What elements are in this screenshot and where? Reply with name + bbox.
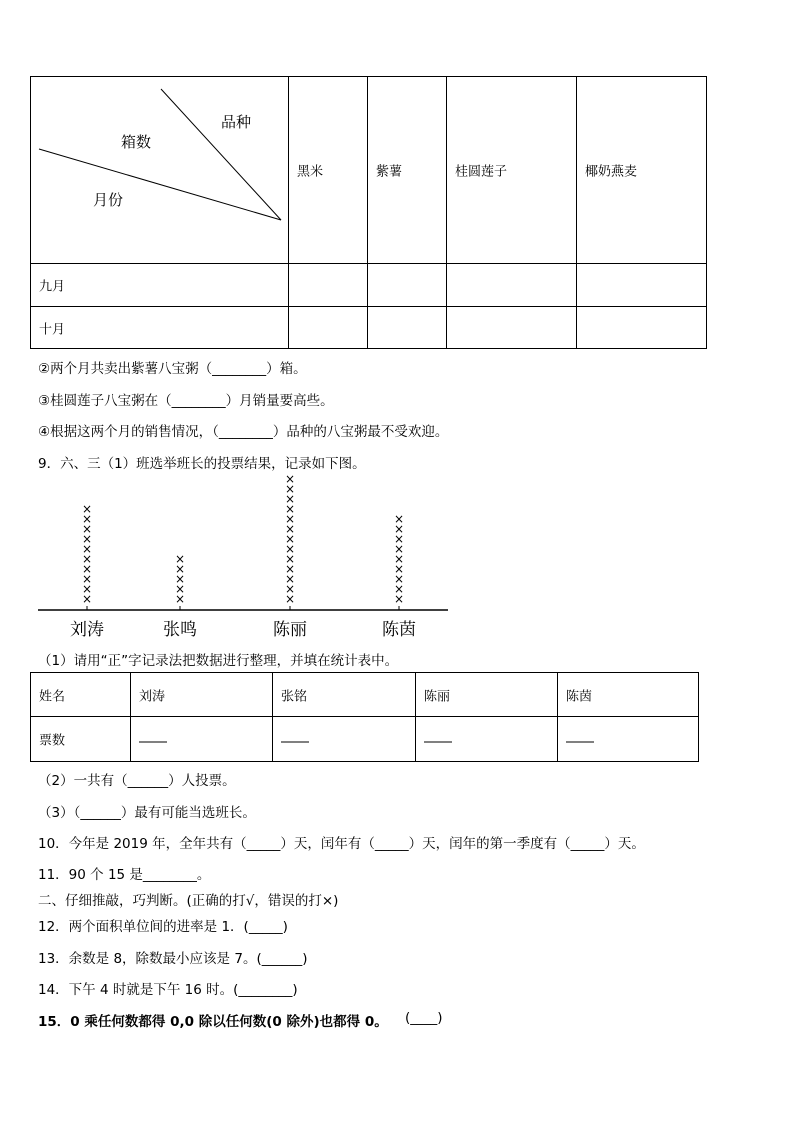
answer-cell: [415, 716, 558, 762]
question-10: 10．今年是 2019 年，全年共有（_____）天，闰年有（_____）天，闰年的第一季度有（_____）天。: [38, 836, 645, 852]
candidate-label: 陈茵: [382, 620, 416, 640]
question-9-title: 9．六、三（1）班选举班长的投票结果，记录如下图。: [38, 456, 366, 472]
candidate-label: 刘涛: [70, 620, 104, 640]
question-9-1: （1）请用“正”字记录法把数据进行整理，并填在统计表中。: [38, 653, 399, 669]
question-4: ④根据这两个月的销售情况，（________）品种的八宝粥最不受欢迎。: [38, 424, 449, 440]
vote-mark: ×: [284, 502, 296, 516]
vote-mark: ×: [284, 532, 296, 546]
vote-mark: ×: [174, 572, 186, 586]
table-cell: [446, 306, 577, 349]
vote-mark: ×: [393, 552, 405, 566]
vote-mark: ×: [81, 502, 93, 516]
vote-mark: ×: [393, 522, 405, 536]
vote-mark: ×: [174, 552, 186, 566]
answer-cell: [557, 716, 699, 762]
vote-mark: ×: [284, 562, 296, 576]
vote-mark: ×: [284, 492, 296, 506]
question-9-2: （2）一共有（______）人投票。: [38, 773, 236, 789]
vote-mark: ×: [81, 522, 93, 536]
col-header: 紫薯: [367, 76, 447, 264]
vote-mark: ×: [81, 542, 93, 556]
header-variety: 品种: [221, 113, 252, 131]
vote-mark: ×: [174, 562, 186, 576]
answer-cell: [130, 716, 273, 762]
vote-mark: ×: [393, 532, 405, 546]
question-15-blank: (____): [405, 1010, 443, 1026]
answer-cell: [272, 716, 416, 762]
vote-mark: ×: [174, 582, 186, 596]
vote-mark: [285, 475, 295, 476]
vote-mark: ×: [284, 475, 296, 486]
row-label: 九月: [30, 263, 289, 307]
table-cell: [367, 306, 447, 349]
vote-mark: ×: [284, 512, 296, 526]
header-cell: 刘涛: [130, 672, 273, 717]
vote-mark: ×: [393, 572, 405, 586]
question-12: 12．两个面积单位间的进率是 1．(_____): [38, 919, 288, 935]
sales-table: [30, 76, 707, 349]
vote-mark: ×: [393, 542, 405, 556]
table-cell: [288, 306, 368, 349]
vote-mark: ×: [81, 582, 93, 596]
vote-mark: ×: [284, 522, 296, 536]
candidate-label: 张鸣: [163, 620, 197, 640]
question-9-3: （3）（______）最有可能当选班长。: [38, 805, 256, 821]
table-cell: [576, 263, 707, 307]
vote-mark: ×: [393, 562, 405, 576]
vote-mark: ×: [81, 572, 93, 586]
question-11: 11．90 个 15 是________。: [38, 867, 211, 883]
diagonal-lines: [31, 77, 290, 265]
header-cell: 姓名: [30, 672, 131, 717]
col-header: 桂圆莲子: [446, 76, 577, 264]
vote-mark: ×: [284, 552, 296, 566]
vote-mark: ×: [81, 562, 93, 576]
candidate-label: 陈丽: [273, 620, 307, 640]
table-cell: [576, 306, 707, 349]
col-header: 椰奶燕麦: [576, 76, 707, 264]
vote-mark: ×: [393, 512, 405, 526]
question-15: 15．0 乘任何数都得 0,0 除以任何数(0 除外)也都得 0。: [38, 1014, 388, 1030]
col-header: 黑米: [288, 76, 368, 264]
vote-mark: ×: [174, 592, 186, 606]
header-cell: 张铭: [272, 672, 416, 717]
header-cell: 陈茵: [557, 672, 699, 717]
table-cell: [288, 263, 368, 307]
question-14: 14．下午 4 时就是下午 16 时。(________): [38, 982, 298, 998]
vote-mark: ×: [284, 482, 296, 496]
vote-mark: ×: [393, 582, 405, 596]
vote-mark: ×: [81, 592, 93, 606]
vote-mark: ×: [284, 582, 296, 596]
vote-pictograph: [30, 475, 460, 645]
vote-table: [30, 672, 699, 762]
diagonal-header-cell: [30, 76, 289, 264]
question-3: ③桂圆莲子八宝粥在（________）月销量要高些。: [38, 393, 334, 409]
vote-mark: ×: [81, 552, 93, 566]
vote-mark: ×: [81, 512, 93, 526]
row-label: 十月: [30, 306, 289, 349]
section-2-title: 二、仔细推敲，巧判断。(正确的打√，错误的打×): [38, 893, 339, 909]
vote-mark: ×: [284, 572, 296, 586]
row-label: 票数: [30, 716, 131, 762]
vote-mark: ×: [393, 592, 405, 606]
vote-mark: ×: [284, 592, 296, 606]
header-boxes: 箱数: [121, 133, 152, 151]
header-month: 月份: [93, 191, 124, 209]
vote-mark: ×: [284, 542, 296, 556]
question-2: ②两个月共卖出紫薯八宝粥（________）箱。: [38, 361, 307, 377]
header-cell: 陈丽: [415, 672, 558, 717]
vote-mark: ×: [81, 532, 93, 546]
table-cell: [446, 263, 577, 307]
table-cell: [367, 263, 447, 307]
question-13: 13．余数是 8，除数最小应该是 7。(______): [38, 951, 308, 967]
